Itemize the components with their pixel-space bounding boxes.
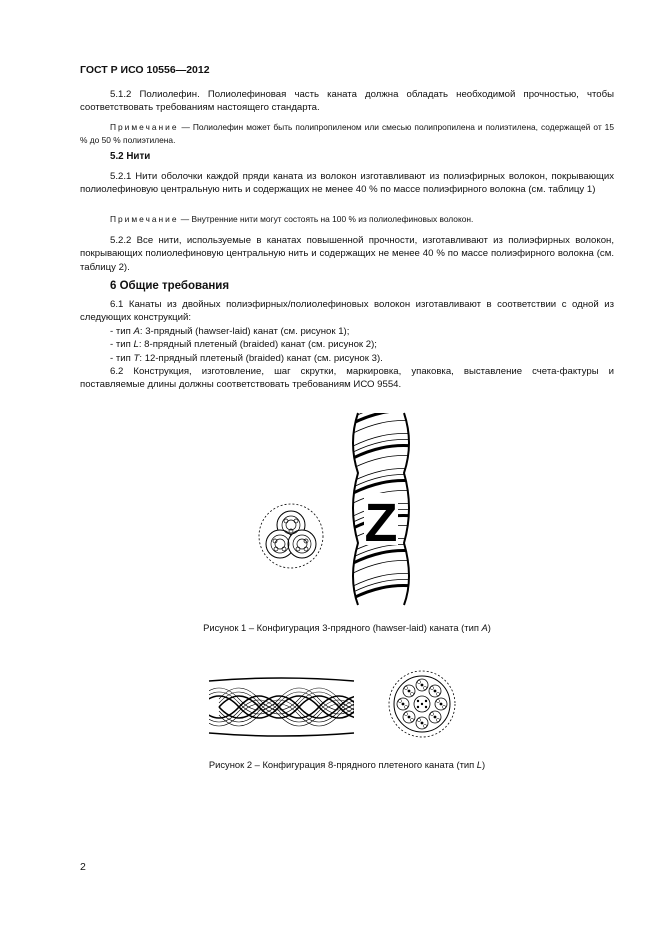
page-number: 2 <box>80 861 86 873</box>
note-label: Примечание <box>110 122 179 132</box>
note-polyolefin <box>80 121 614 146</box>
figure2-braided-rope <box>209 675 354 739</box>
figure1-caption: Рисунок 1 – Конфигурация 3-прядного (hawser-laid) каната (тип A) <box>203 622 491 633</box>
standard-header: ГОСТ Р ИСО 10556—2012 <box>80 64 210 76</box>
figure2-cross-section <box>387 669 457 739</box>
paragraph-6-2: 6.2 Конструкция, изготовление, шаг скрутки, маркировка, упаковка, выставление счета-фактуры и поставляемые длины должны соответствовать требованиям ИСО 9554. <box>80 366 614 391</box>
paragraph-5-1-2: 5.1.2 Полиолефин. Полиолефиновая часть каната должна обладать необходимой прочностью, чтобы соответствовать требованиям настоящего стандарта. <box>80 89 614 114</box>
list-item: - тип L: 8-прядный плетеный (braided) канат (см. рисунок 2); <box>110 339 377 351</box>
figure1-twisted-rope <box>346 413 416 605</box>
list-item: - тип T: 12-прядный плетеный (braided) канат (см. рисунок 3). <box>110 352 383 364</box>
figure2-caption: Рисунок 2 – Конфигурация 8-прядного плетеного каната (тип L) <box>208 759 486 770</box>
figure1-cross-section <box>256 501 326 571</box>
paragraph-5-2-1: 5.2.1 Нити оболочки каждой пряди каната из волокон изготавливают из полиэфирных волокон, покрывающих полиолефиновую центральную нить и содержащих не менее 40 % по массе полиэфирного волокна (см. таблицу 1) <box>80 171 614 196</box>
construction-list <box>80 325 614 365</box>
section-6-heading: 6 Общие требования <box>110 280 230 292</box>
paragraph-6-1: 6.1 Канаты из двойных полиэфирных/полиолефиновых волокон изготавливают в соответствии с одной из следующих конструкций: <box>80 299 614 324</box>
list-item: - тип A: 3-прядный (hawser-laid) канат (см. рисунок 1); <box>110 326 350 337</box>
z-lay-label: Z <box>364 493 398 553</box>
note-text: — Полиолефин может быть полипропиленом или смесью полипропилена и полиэтилена, содержащей от 15 % до 50 % полиэтилена. <box>80 122 614 145</box>
note-text: — Внутренние нити могут состоять на 100 % из полиолефиновых волокон. <box>178 214 474 224</box>
paragraph-5-2-2: 5.2.2 Все нити, используемые в канатах повышенной прочности, изготавливают из полиэфирных волокон, покрывающих полиолефиновую центральную нить и содержащих не менее 40 % по массе полиэфирного волокна (см. таблицу 2). <box>80 235 614 273</box>
note-inner-yarns <box>80 213 614 226</box>
note-label: Примечание <box>110 214 179 224</box>
section-5-2-heading: 5.2 Нити <box>110 151 151 162</box>
